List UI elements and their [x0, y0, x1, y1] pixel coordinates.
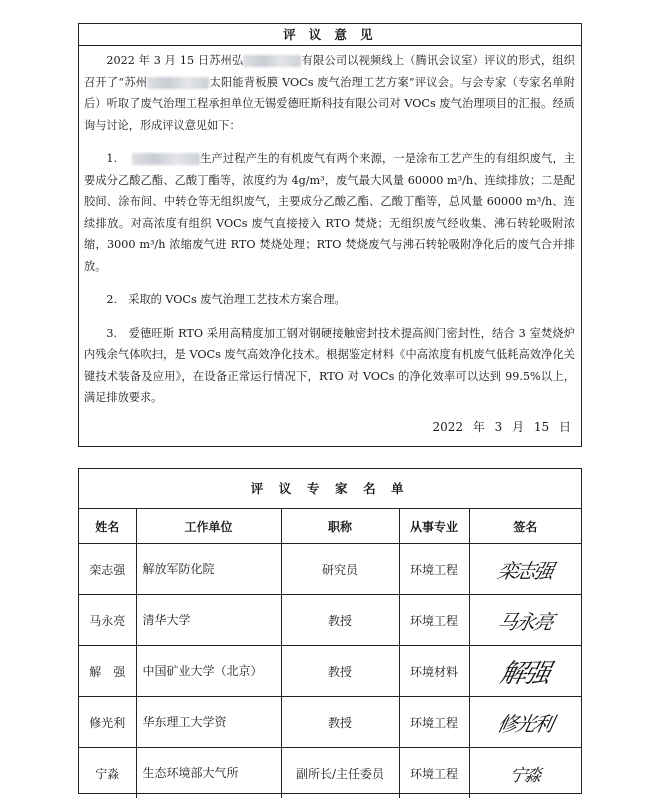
expert-title: 教授 — [281, 697, 399, 748]
table-row — [79, 646, 581, 697]
expert-signature — [469, 748, 581, 799]
table-row — [79, 697, 581, 748]
table-row — [79, 544, 581, 595]
opinion-body — [79, 46, 581, 409]
opinion-title: 评 议 意 见 — [79, 24, 581, 46]
expert-name: 马永亮 — [79, 595, 136, 646]
handwritten-signature: 栾志强 — [495, 558, 555, 583]
intro-paragraph — [84, 50, 575, 136]
expert-signature — [469, 646, 581, 697]
item1-text: 生产过程产生的有机废气有两个来源，一是涂布工艺产生的有组织废气，主要成分乙酸乙酯、乙酸丁酯等，浓度约为 4g/m³，废气最大风量 60000 m³/h、连续排放；二是配胶间、涂布间、中转仓等无组织废气，主要成分乙酸乙酯、乙酸丁酯等，总风量 60000 m³/h、连续排放。对高浓度有组织 VOCs 废气直接接入 RTO 焚烧；无组织废气经收集、沸石转轮吸附浓缩，3000 m³/h 浓缩废气进 RTO 焚烧处理；RTO 焚烧废气与沸石转轮吸附净化后的废气合并排放。 — [84, 152, 575, 273]
header-title: 职称 — [281, 509, 399, 544]
expert-field: 环境工程 — [399, 595, 469, 646]
expert-field: 环境工程 — [399, 697, 469, 748]
opinion-item-3: 3. 爱德旺斯 RTO 采用高精度加工钢对钢硬接触密封技术提高阀门密封性，结合 3 室焚烧炉内残余气体吹扫，是 VOCs 废气高效净化技术。根据鉴定材料《中高浓度有机废气低耗高效净化关键技术装备及应用》，在设备正常运行情况下，RTO 对 VOCs 的净化效率可以达到 99.5%以上，满足排放要求。 — [84, 326, 575, 404]
expert-unit: 清华大学 — [136, 595, 281, 646]
redacted-company — [132, 153, 200, 165]
expert-title: 副所长/主任委员 — [281, 748, 399, 799]
handwritten-signature: 宁淼 — [507, 765, 542, 786]
expert-title: 教授 — [281, 646, 399, 697]
expert-unit: 生态环境部大气所 — [136, 748, 281, 799]
expert-name: 宁淼 — [79, 748, 136, 799]
intro-part-c: 太阳能背板膜 VOCs 废气治理工艺方案”评议会。与会专家（专家名单附后）听取了废气治理工程承担单位无锡爱德旺斯科技有限公司对 VOCs 废气治理项目的汇报。经质询与讨论，形成评议意见如下： — [84, 75, 575, 132]
expert-field: 环境工程 — [399, 748, 469, 799]
expert-signature — [469, 544, 581, 595]
expert-field: 环境工程 — [399, 544, 469, 595]
intro-part-a: 2022 年 3 月 15 日苏州弘 — [106, 54, 244, 67]
header-unit: 工作单位 — [136, 509, 281, 544]
expert-table-header — [79, 509, 581, 544]
expert-signature — [469, 595, 581, 646]
expert-signature — [469, 697, 581, 748]
expert-name: 解 强 — [79, 646, 136, 697]
handwritten-signature: 修光利 — [495, 711, 555, 736]
expert-unit: 解放军防化院 — [136, 544, 281, 595]
expert-field: 环境材料 — [399, 646, 469, 697]
redacted-company-name — [243, 55, 301, 67]
opinion-box — [78, 23, 582, 447]
expert-table — [79, 509, 581, 798]
expert-list-box — [78, 468, 582, 794]
item1-number: 1. — [106, 152, 118, 165]
expert-unit: 华东理工大学资 — [136, 697, 281, 748]
header-signature: 签名 — [469, 509, 581, 544]
header-field: 从事专业 — [399, 509, 469, 544]
table-row — [79, 748, 581, 799]
handwritten-signature: 马永亮 — [495, 609, 555, 634]
opinion-item-1 — [84, 148, 575, 277]
expert-list-title: 评 议 专 家 名 单 — [79, 469, 581, 509]
expert-title: 研究员 — [281, 544, 399, 595]
expert-name: 栾志强 — [79, 544, 136, 595]
handwritten-signature: 解强 — [497, 658, 552, 689]
expert-title: 教授 — [281, 595, 399, 646]
expert-unit: 中国矿业大学（北京） — [136, 646, 281, 697]
opinion-item-2: 2. 采取的 VOCs 废气治理工艺技术方案合理。 — [106, 293, 346, 306]
expert-name: 修光利 — [79, 697, 136, 748]
opinion-date: 2022 年 3 月 15 日 — [432, 420, 571, 434]
table-row — [79, 595, 581, 646]
redacted-project-name — [147, 77, 209, 89]
intro-part-b: 有限公司以视频线上（腾讯会议室）评议的形式，组织召开了“苏州 — [84, 54, 575, 89]
header-name: 姓名 — [79, 509, 136, 544]
